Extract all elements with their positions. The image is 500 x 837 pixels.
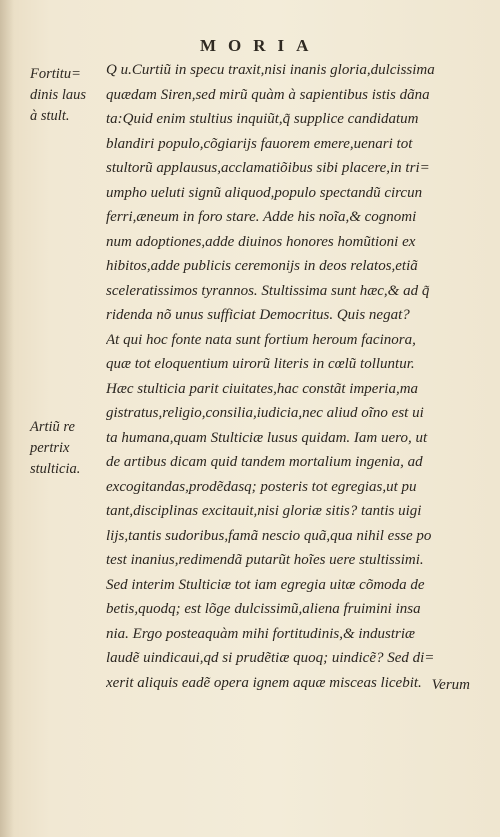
text-line: test inanius,redimendã putarũt hoĩes uere stultissimi. [106, 552, 424, 568]
text-line: Hæc stulticia parit ciuitates,hac constãt imperia,ma [106, 380, 419, 397]
text-line: tant,disciplinas excitauit,nisi gloriæ sitis? tantis uigi [106, 503, 422, 519]
text-line: At qui hoc fonte nata sunt fortium heroum facinora, [106, 331, 416, 348]
text-line: hibitos,adde publicis ceremonijs in deos relatos,etiã [106, 258, 418, 274]
text-line: blandiri populo,cõgiarijs fauorem emere,uenari tot [106, 135, 413, 152]
body-text [106, 58, 478, 695]
text-line: quædam Siren,sed mirũ quàm à sapientibus istis dãna [106, 86, 430, 103]
text-line: ta:Quid enim stultius inquiũt,q̃ supplice candidatum [106, 111, 419, 127]
text-line: Sed interim Stulticiæ tot iam egregia uitæ cõmoda de [106, 576, 425, 593]
text-line: excogitandas,prodẽdasq; posteris tot egregias,ut pu [106, 478, 417, 495]
margin-note-artium [30, 417, 80, 480]
text-line: laudẽ uindicaui,qd si prudẽtiæ quoq; uindicẽ? Sed di= [106, 650, 435, 666]
margin-note-line: à stult. [30, 108, 70, 124]
text-line: ta humana,quam Stulticiæ lusus quidam. Iam uero, ut [106, 429, 428, 446]
margin-note-fortitudinis [30, 64, 86, 127]
text-line: quæ tot eloquentium uirorũ literis in cœlũ tolluntur. [106, 356, 415, 372]
text-line: de artibus dicam quid tandem mortalium ingenia, ad [106, 454, 423, 470]
margin-note-line: pertrix [30, 440, 70, 456]
running-head: MORIA [200, 36, 321, 55]
catchword: Verum [431, 677, 470, 693]
text-line: num adoptiones,adde diuinos honores homũtioni ex [106, 233, 416, 250]
text-line: betis,quodq; est lõge dulcissimũ,aliena fruimini insa [106, 601, 421, 617]
text-line: xerit aliquis eadẽ opera ignem aquæ misceas licebit. [106, 674, 422, 691]
text-line: ferri,æneum in foro stare. Adde his noĩa,& cognomi [106, 209, 417, 225]
text-line: sceleratissimos tyrannos. Stultissima sunt hæc,& ad q̃ [106, 282, 430, 299]
margin-note-line: Artiũ re [30, 419, 75, 435]
text-line: Q u.Curtiũ in specu traxit,nisi inanis gloria,dulcissima [106, 62, 435, 78]
binding-shadow [0, 0, 14, 837]
margin-note-line: dinis laus [30, 87, 86, 103]
text-line: umpho ueluti signũ aliquod,populo spectandũ circun [106, 184, 423, 201]
text-line: gistratus,religio,consilia,iudicia,nec aliud oĩno est ui [106, 405, 424, 421]
text-line: nia. Ergo posteaquàm mihi fortitudinis,& industriæ [106, 625, 416, 642]
margin-note-line: Fortitu= [30, 66, 81, 82]
margin-note-line: stulticia. [30, 461, 81, 477]
text-line: ridenda nõ unus sufficiat Democritus. Quis negat? [106, 307, 410, 323]
text-line: lijs,tantis sudoribus,famã nescio quã,qua nihil esse po [106, 527, 432, 544]
text-line: stultorũ applausus,acclamatiõibus sibi placere,in tri= [106, 160, 430, 176]
